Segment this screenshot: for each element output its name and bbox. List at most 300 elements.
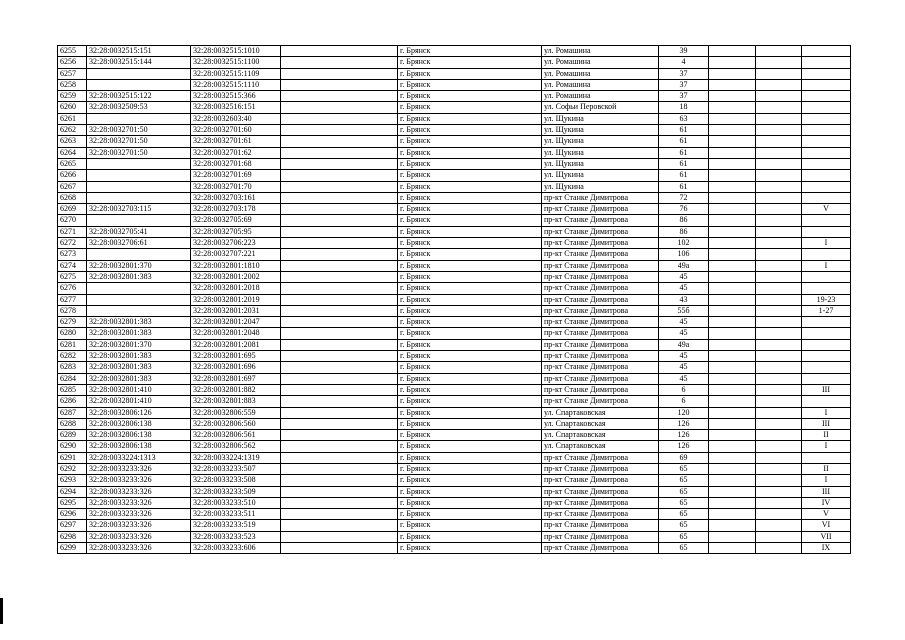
empty-cell [709, 339, 756, 350]
empty-cell [281, 181, 398, 192]
building-number-cell: III [802, 486, 851, 497]
parent-cadastral-number-cell: 32:28:0032515:144 [87, 57, 191, 68]
row-number-cell: 6294 [58, 486, 87, 497]
empty-cell [281, 79, 398, 90]
empty-cell [756, 362, 802, 373]
house-number-cell: 65 [659, 486, 709, 497]
building-number-cell: 19-23 [802, 294, 851, 305]
street-cell: ул. Щукина [542, 125, 659, 136]
city-cell: г. Брянск [398, 102, 542, 113]
street-cell: пр-кт Станке Димитрова [542, 486, 659, 497]
street-cell: ул. Щукина [542, 147, 659, 158]
row-number-cell: 6272 [58, 238, 87, 249]
table-row [58, 192, 851, 203]
city-cell: г. Брянск [398, 271, 542, 282]
empty-cell [281, 125, 398, 136]
empty-cell [709, 170, 756, 181]
house-number-cell: 45 [659, 317, 709, 328]
cadastral-number-cell: 32:28:0032515:1100 [191, 57, 281, 68]
table-row [58, 249, 851, 260]
row-number-cell: 6293 [58, 475, 87, 486]
empty-cell [709, 543, 756, 554]
empty-cell [756, 339, 802, 350]
table-row [58, 113, 851, 124]
row-number-cell: 6273 [58, 249, 87, 260]
city-cell: г. Брянск [398, 384, 542, 395]
street-cell: пр-кт Станке Димитрова [542, 475, 659, 486]
cadastral-number-cell: 32:28:0033233:510 [191, 497, 281, 508]
table-row [58, 147, 851, 158]
street-cell: пр-кт Станке Димитрова [542, 294, 659, 305]
parent-cadastral-number-cell: 32:28:0032705:41 [87, 226, 191, 237]
empty-cell [756, 463, 802, 474]
cadastral-number-cell: 32:28:0032806:561 [191, 430, 281, 441]
street-cell: пр-кт Станке Димитрова [542, 339, 659, 350]
cadastral-number-cell: 32:28:0032806:560 [191, 418, 281, 429]
row-number-cell: 6279 [58, 317, 87, 328]
row-number-cell: 6260 [58, 102, 87, 113]
empty-cell [281, 452, 398, 463]
table-row [58, 328, 851, 339]
cadastral-number-cell: 32:28:0033233:511 [191, 509, 281, 520]
house-number-cell: 6 [659, 396, 709, 407]
street-cell: пр-кт Станке Димитрова [542, 238, 659, 249]
empty-cell [281, 158, 398, 169]
house-number-cell: 61 [659, 181, 709, 192]
city-cell: г. Брянск [398, 170, 542, 181]
empty-cell [709, 486, 756, 497]
parent-cadastral-number-cell: 32:28:0032801:410 [87, 396, 191, 407]
table-row [58, 351, 851, 362]
parent-cadastral-number-cell: 32:28:0033233:326 [87, 543, 191, 554]
empty-cell [281, 441, 398, 452]
empty-cell [756, 57, 802, 68]
empty-cell [756, 452, 802, 463]
building-number-cell [802, 170, 851, 181]
empty-cell [756, 170, 802, 181]
empty-cell [709, 373, 756, 384]
street-cell: пр-кт Станке Димитрова [542, 351, 659, 362]
building-number-cell [802, 351, 851, 362]
city-cell: г. Брянск [398, 543, 542, 554]
building-number-cell: VI [802, 520, 851, 531]
empty-cell [756, 283, 802, 294]
table-row [58, 260, 851, 271]
empty-cell [709, 271, 756, 282]
empty-cell [756, 226, 802, 237]
cadastral-number-cell: 32:28:0032806:562 [191, 441, 281, 452]
building-number-cell [802, 46, 851, 57]
empty-cell [709, 91, 756, 102]
empty-cell [709, 441, 756, 452]
table-row [58, 102, 851, 113]
parent-cadastral-number-cell: 32:28:0032703:115 [87, 204, 191, 215]
street-cell: пр-кт Станке Димитрова [542, 226, 659, 237]
street-cell: пр-кт Станке Димитрова [542, 384, 659, 395]
empty-cell [756, 238, 802, 249]
house-number-cell: 61 [659, 125, 709, 136]
empty-cell [709, 249, 756, 260]
row-number-cell: 6291 [58, 452, 87, 463]
empty-cell [756, 147, 802, 158]
table-row [58, 215, 851, 226]
city-cell: г. Брянск [398, 113, 542, 124]
empty-cell [709, 79, 756, 90]
parent-cadastral-number-cell [87, 192, 191, 203]
street-cell: ул. Ромашина [542, 68, 659, 79]
empty-cell [756, 102, 802, 113]
empty-cell [281, 373, 398, 384]
building-number-cell: I [802, 260, 851, 271]
cadastral-number-cell: 32:28:0032801:696 [191, 362, 281, 373]
row-number-cell: 6295 [58, 497, 87, 508]
empty-cell [281, 260, 398, 271]
city-cell: г. Брянск [398, 294, 542, 305]
street-cell: ул. Щукина [542, 113, 659, 124]
house-number-cell: 45 [659, 373, 709, 384]
building-number-cell [802, 158, 851, 169]
city-cell: г. Брянск [398, 418, 542, 429]
cadastral-number-cell: 32:28:0033233:606 [191, 543, 281, 554]
empty-cell [281, 543, 398, 554]
cadastral-number-cell: 32:28:0033233:519 [191, 520, 281, 531]
empty-cell [756, 215, 802, 226]
house-number-cell: 45 [659, 271, 709, 282]
table-row [58, 158, 851, 169]
cadastral-number-cell: 32:28:0032801:2018 [191, 283, 281, 294]
building-number-cell [802, 362, 851, 373]
row-number-cell: 6274 [58, 260, 87, 271]
row-number-cell: 6264 [58, 147, 87, 158]
building-number-cell [802, 79, 851, 90]
cadastral-number-cell: 32:28:0032801:883 [191, 396, 281, 407]
parent-cadastral-number-cell: 32:28:0032515:151 [87, 46, 191, 57]
empty-cell [756, 396, 802, 407]
parent-cadastral-number-cell: 32:28:0032706:61 [87, 238, 191, 249]
street-cell: пр-кт Станке Димитрова [542, 520, 659, 531]
street-cell: ул. Ромашина [542, 46, 659, 57]
cadastral-number-cell: 32:28:0032703:161 [191, 192, 281, 203]
cadastral-number-cell: 32:28:0032801:695 [191, 351, 281, 362]
empty-cell [756, 509, 802, 520]
cadastral-number-cell: 32:28:0032515:1010 [191, 46, 281, 57]
table-row [58, 238, 851, 249]
row-number-cell: 6290 [58, 441, 87, 452]
parent-cadastral-number-cell [87, 305, 191, 316]
table-row [58, 520, 851, 531]
house-number-cell: 102 [659, 238, 709, 249]
empty-cell [281, 531, 398, 542]
city-cell: г. Брянск [398, 305, 542, 316]
row-number-cell: 6287 [58, 407, 87, 418]
empty-cell [709, 430, 756, 441]
street-cell: ул. Щукина [542, 181, 659, 192]
building-number-cell: III [802, 384, 851, 395]
street-cell: пр-кт Станке Димитрова [542, 509, 659, 520]
cadastral-number-cell: 32:28:0032703:178 [191, 204, 281, 215]
city-cell: г. Брянск [398, 328, 542, 339]
city-cell: г. Брянск [398, 125, 542, 136]
cadastral-number-cell: 32:28:0032801:2031 [191, 305, 281, 316]
row-number-cell: 6261 [58, 113, 87, 124]
empty-cell [281, 192, 398, 203]
row-number-cell: 6286 [58, 396, 87, 407]
cadastral-number-cell: 32:28:0032801:2047 [191, 317, 281, 328]
cadastral-number-cell: 32:28:0032801:2002 [191, 271, 281, 282]
parent-cadastral-number-cell: 32:28:0033233:326 [87, 531, 191, 542]
row-number-cell: 6255 [58, 46, 87, 57]
empty-cell [281, 68, 398, 79]
cadastral-number-cell: 32:28:0032603:40 [191, 113, 281, 124]
empty-cell [281, 520, 398, 531]
building-number-cell [802, 373, 851, 384]
house-number-cell: 61 [659, 136, 709, 147]
building-number-cell: I [802, 238, 851, 249]
house-number-cell: 69 [659, 452, 709, 463]
house-number-cell: 49а [659, 339, 709, 350]
empty-cell [756, 91, 802, 102]
building-number-cell [802, 147, 851, 158]
table-row [58, 396, 851, 407]
cadastral-number-cell: 32:28:0032515:366 [191, 91, 281, 102]
empty-cell [709, 192, 756, 203]
city-cell: г. Брянск [398, 351, 542, 362]
empty-cell [756, 158, 802, 169]
empty-cell [709, 260, 756, 271]
building-number-cell [802, 452, 851, 463]
house-number-cell: 76 [659, 204, 709, 215]
house-number-cell: 18 [659, 102, 709, 113]
empty-cell [709, 531, 756, 542]
empty-cell [756, 204, 802, 215]
city-cell: г. Брянск [398, 531, 542, 542]
cadastral-number-cell: 32:28:0032515:1109 [191, 68, 281, 79]
house-number-cell: 61 [659, 147, 709, 158]
parent-cadastral-number-cell: 32:28:0032701:50 [87, 136, 191, 147]
table-row [58, 226, 851, 237]
table-row [58, 441, 851, 452]
table-row [58, 91, 851, 102]
empty-cell [756, 384, 802, 395]
house-number-cell: 37 [659, 91, 709, 102]
empty-cell [709, 351, 756, 362]
building-number-cell: II [802, 463, 851, 474]
empty-cell [709, 384, 756, 395]
street-cell: ул. Спартаковская [542, 430, 659, 441]
house-number-cell: 55б [659, 305, 709, 316]
table-row [58, 362, 851, 373]
street-cell: пр-кт Станке Димитрова [542, 317, 659, 328]
empty-cell [709, 509, 756, 520]
city-cell: г. Брянск [398, 283, 542, 294]
parent-cadastral-number-cell [87, 249, 191, 260]
city-cell: г. Брянск [398, 46, 542, 57]
empty-cell [756, 46, 802, 57]
empty-cell [281, 238, 398, 249]
house-number-cell: 65 [659, 475, 709, 486]
city-cell: г. Брянск [398, 509, 542, 520]
parent-cadastral-number-cell [87, 215, 191, 226]
parent-cadastral-number-cell [87, 170, 191, 181]
empty-cell [756, 249, 802, 260]
parent-cadastral-number-cell: 32:28:0032806:126 [87, 407, 191, 418]
empty-cell [281, 204, 398, 215]
row-number-cell: 6271 [58, 226, 87, 237]
empty-cell [709, 226, 756, 237]
table-row [58, 384, 851, 395]
row-number-cell: 6276 [58, 283, 87, 294]
building-number-cell [802, 57, 851, 68]
cadastral-number-cell: 32:28:0032701:60 [191, 125, 281, 136]
building-number-cell: IV [802, 497, 851, 508]
table-row [58, 543, 851, 554]
parent-cadastral-number-cell: 32:28:0033233:326 [87, 463, 191, 474]
building-number-cell [802, 113, 851, 124]
building-number-cell: I [802, 475, 851, 486]
parent-cadastral-number-cell: 32:28:0032701:50 [87, 147, 191, 158]
empty-cell [281, 305, 398, 316]
empty-cell [756, 79, 802, 90]
street-cell: пр-кт Станке Димитрова [542, 531, 659, 542]
parent-cadastral-number-cell: 32:28:0033233:326 [87, 509, 191, 520]
address-register-table [57, 45, 851, 554]
cadastral-number-cell: 32:28:0032801:2019 [191, 294, 281, 305]
empty-cell [281, 497, 398, 508]
street-cell: пр-кт Станке Димитрова [542, 215, 659, 226]
empty-cell [756, 125, 802, 136]
empty-cell [756, 305, 802, 316]
parent-cadastral-number-cell: 32:28:0033233:326 [87, 497, 191, 508]
city-cell: г. Брянск [398, 396, 542, 407]
empty-cell [756, 441, 802, 452]
building-number-cell [802, 271, 851, 282]
street-cell: ул. Щукина [542, 158, 659, 169]
empty-cell [709, 181, 756, 192]
parent-cadastral-number-cell: 32:28:0032806:138 [87, 430, 191, 441]
empty-cell [709, 238, 756, 249]
building-number-cell [802, 249, 851, 260]
table-row [58, 181, 851, 192]
street-cell: пр-кт Станке Димитрова [542, 305, 659, 316]
street-cell: пр-кт Станке Димитрова [542, 249, 659, 260]
building-number-cell [802, 396, 851, 407]
city-cell: г. Брянск [398, 362, 542, 373]
city-cell: г. Брянск [398, 463, 542, 474]
empty-cell [281, 113, 398, 124]
city-cell: г. Брянск [398, 497, 542, 508]
row-number-cell: 6263 [58, 136, 87, 147]
row-number-cell: 6288 [58, 418, 87, 429]
table-row [58, 531, 851, 542]
empty-cell [709, 147, 756, 158]
building-number-cell [802, 283, 851, 294]
cadastral-number-cell: 32:28:0033233:508 [191, 475, 281, 486]
street-cell: пр-кт Станке Димитрова [542, 192, 659, 203]
empty-cell [756, 260, 802, 271]
empty-cell [709, 463, 756, 474]
cadastral-number-cell: 32:28:0032801:882 [191, 384, 281, 395]
cadastral-number-cell: 32:28:0032701:62 [191, 147, 281, 158]
cadastral-number-cell: 32:28:0032701:70 [191, 181, 281, 192]
cadastral-number-cell: 32:28:0032806:559 [191, 407, 281, 418]
cadastral-number-cell: 32:28:0032516:151 [191, 102, 281, 113]
row-number-cell: 6296 [58, 509, 87, 520]
city-cell: г. Брянск [398, 147, 542, 158]
row-number-cell: 6292 [58, 463, 87, 474]
parent-cadastral-number-cell: 32:28:0032806:138 [87, 441, 191, 452]
parent-cadastral-number-cell [87, 79, 191, 90]
empty-cell [709, 125, 756, 136]
street-cell: пр-кт Станке Димитрова [542, 543, 659, 554]
cadastral-number-cell: 32:28:0032705:95 [191, 226, 281, 237]
city-cell: г. Брянск [398, 317, 542, 328]
table-row [58, 418, 851, 429]
city-cell: г. Брянск [398, 91, 542, 102]
building-number-cell: IX [802, 543, 851, 554]
empty-cell [281, 362, 398, 373]
parent-cadastral-number-cell: 32:28:0033233:326 [87, 475, 191, 486]
city-cell: г. Брянск [398, 215, 542, 226]
row-number-cell: 6280 [58, 328, 87, 339]
empty-cell [756, 181, 802, 192]
empty-cell [709, 113, 756, 124]
building-number-cell: I [802, 441, 851, 452]
table-row [58, 509, 851, 520]
city-cell: г. Брянск [398, 249, 542, 260]
row-number-cell: 6285 [58, 384, 87, 395]
street-cell: пр-кт Станке Димитрова [542, 373, 659, 384]
row-number-cell: 6282 [58, 351, 87, 362]
parent-cadastral-number-cell: 32:28:0032801:370 [87, 260, 191, 271]
parent-cadastral-number-cell [87, 68, 191, 79]
row-number-cell: 6256 [58, 57, 87, 68]
empty-cell [281, 102, 398, 113]
table-row [58, 57, 851, 68]
building-number-cell [802, 192, 851, 203]
house-number-cell: 45 [659, 351, 709, 362]
building-number-cell [802, 328, 851, 339]
row-number-cell: 6268 [58, 192, 87, 203]
empty-cell [709, 68, 756, 79]
house-number-cell: 37 [659, 79, 709, 90]
empty-cell [281, 339, 398, 350]
empty-cell [281, 463, 398, 474]
empty-cell [756, 317, 802, 328]
parent-cadastral-number-cell: 32:28:0032515:122 [87, 91, 191, 102]
table-row [58, 125, 851, 136]
parent-cadastral-number-cell: 32:28:0033233:326 [87, 486, 191, 497]
cadastral-number-cell: 32:28:0032705:69 [191, 215, 281, 226]
empty-cell [281, 475, 398, 486]
table-row [58, 283, 851, 294]
city-cell: г. Брянск [398, 192, 542, 203]
house-number-cell: 86 [659, 226, 709, 237]
parent-cadastral-number-cell: 32:28:0032801:383 [87, 351, 191, 362]
house-number-cell: 6 [659, 384, 709, 395]
empty-cell [709, 418, 756, 429]
empty-cell [756, 486, 802, 497]
city-cell: г. Брянск [398, 339, 542, 350]
empty-cell [281, 486, 398, 497]
parent-cadastral-number-cell: 32:28:0032801:383 [87, 328, 191, 339]
empty-cell [756, 430, 802, 441]
house-number-cell: 106 [659, 249, 709, 260]
table-row [58, 317, 851, 328]
building-number-cell [802, 102, 851, 113]
empty-cell [756, 328, 802, 339]
cadastral-number-cell: 32:28:0032701:69 [191, 170, 281, 181]
parent-cadastral-number-cell: 32:28:0032801:370 [87, 339, 191, 350]
